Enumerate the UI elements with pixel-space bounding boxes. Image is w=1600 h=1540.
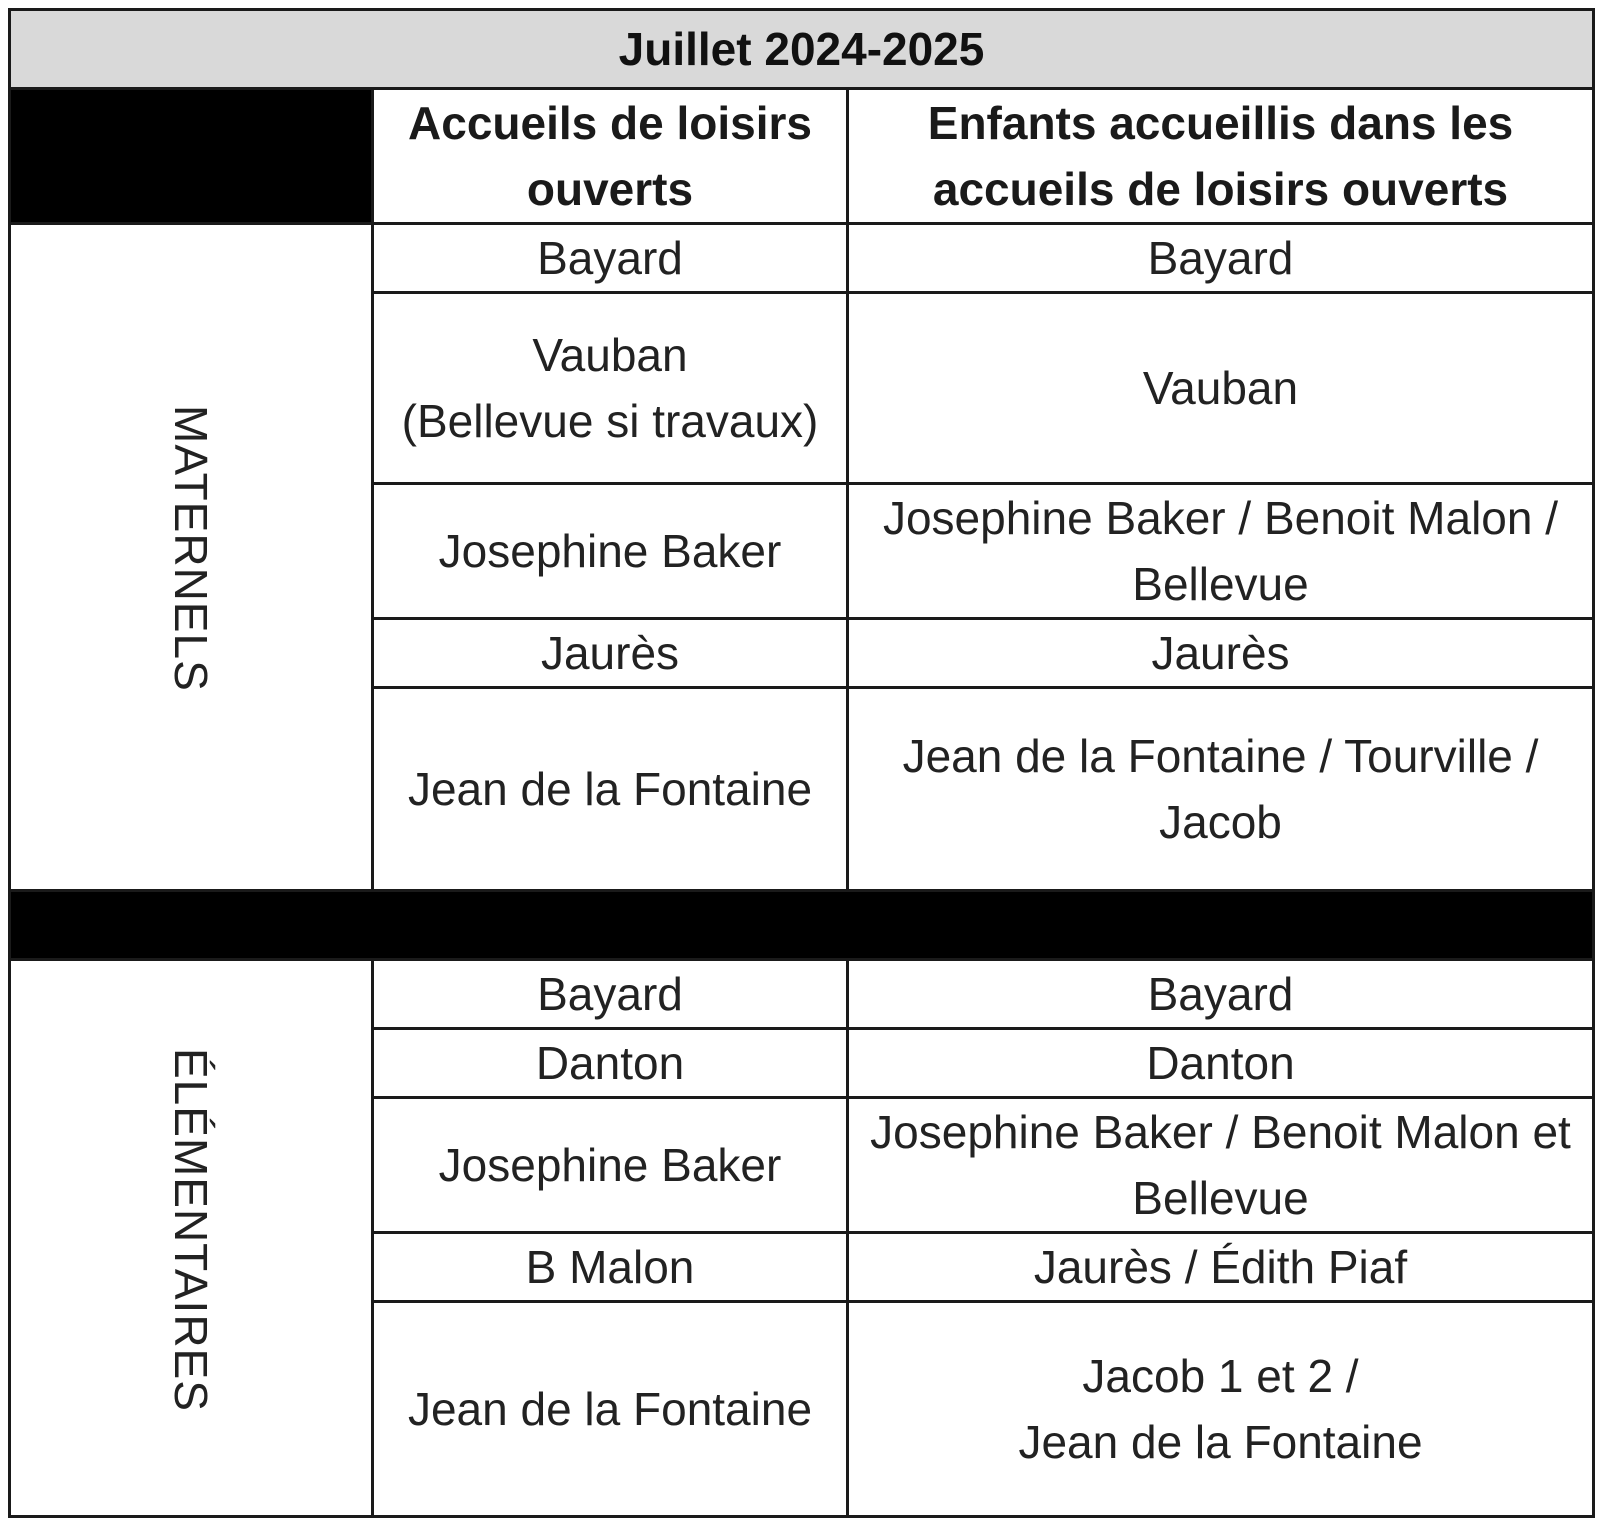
header-open-centers: Accueils de loisirs ouverts <box>373 89 848 224</box>
children-cell: Jaurès <box>848 619 1594 688</box>
open-center-cell: Danton <box>373 1029 848 1098</box>
open-center-cell: Josephine Baker <box>373 484 848 619</box>
open-center-cell: B Malon <box>373 1233 848 1302</box>
open-center-cell: Bayard <box>373 224 848 293</box>
group-label-text: ÉLÉMENTAIRES <box>165 1047 217 1412</box>
children-cell: Bayard <box>848 960 1594 1029</box>
group-label-elementaires <box>10 960 373 1517</box>
open-center-cell: Josephine Baker <box>373 1098 848 1233</box>
header-row <box>10 89 1594 224</box>
open-center-cell: Jaurès <box>373 619 848 688</box>
children-cell: Danton <box>848 1029 1594 1098</box>
open-center-cell <box>373 293 848 484</box>
children-cell: Jean de la Fontaine / Tourville / Jacob <box>848 688 1594 891</box>
table-title: Juillet 2024-2025 <box>10 10 1594 89</box>
children-cell: Josephine Baker / Benoit Malon / Bellevue <box>848 484 1594 619</box>
open-center-note: (Bellevue si travaux) <box>401 395 819 447</box>
group-separator-row <box>10 891 1594 960</box>
group-label-maternels <box>10 224 373 891</box>
children-line: Jean de la Fontaine <box>1018 1416 1423 1468</box>
children-cell: Jaurès / Édith Piaf <box>848 1233 1594 1302</box>
header-corner-cell <box>10 89 373 224</box>
group-separator <box>10 891 1594 960</box>
children-cell: Vauban <box>848 293 1594 484</box>
open-center-cell: Bayard <box>373 960 848 1029</box>
children-cell <box>848 1302 1594 1517</box>
children-cell: Josephine Baker / Benoit Malon et Bellevue <box>848 1098 1594 1233</box>
children-cell: Bayard <box>848 224 1594 293</box>
title-row <box>10 10 1594 89</box>
open-center-cell: Jean de la Fontaine <box>373 1302 848 1517</box>
schedule-table <box>8 8 1595 1518</box>
group-label-text: MATERNELS <box>165 405 217 692</box>
open-center-name: Vauban <box>532 329 688 381</box>
open-center-cell: Jean de la Fontaine <box>373 688 848 891</box>
table-row <box>10 224 1594 293</box>
table-row <box>10 960 1594 1029</box>
header-children-hosted: Enfants accueillis dans les accueils de loisirs ouverts <box>848 89 1594 224</box>
children-line: Jacob 1 et 2 / <box>1082 1350 1359 1402</box>
